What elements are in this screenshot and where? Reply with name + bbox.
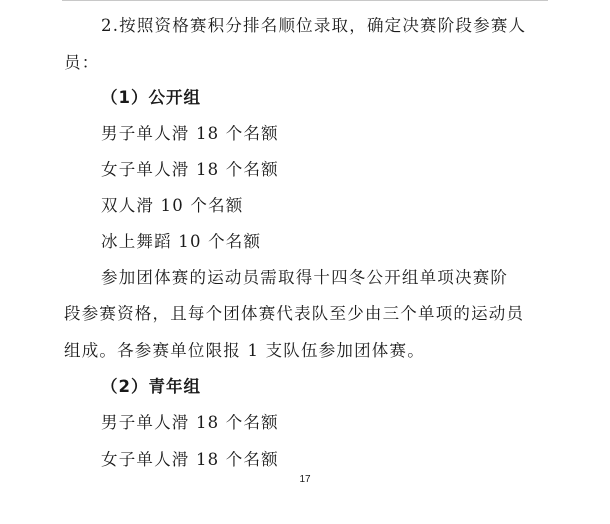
section-1-paragraph-line-2: 段参赛资格，且每个团体赛代表队至少由三个单项的运动员: [64, 304, 525, 323]
section-2-item-1: 男子单人滑 18 个名额: [101, 413, 279, 432]
section-1-item-2: 女子单人滑 18 个名额: [101, 160, 279, 179]
section-1-paragraph-line-3: 组成。各参赛单位限报 1 支队伍参加团体赛。: [64, 341, 425, 360]
section-1-item-3: 双人滑 10 个名额: [101, 196, 244, 215]
section-2-item-2: 女子单人滑 18 个名额: [101, 450, 279, 469]
section-2-heading: （2）青年组: [101, 377, 201, 396]
section-1-heading: （1）公开组: [101, 88, 201, 107]
page-number: 17: [299, 474, 311, 485]
section-1-item-4: 冰上舞蹈 10 个名额: [101, 232, 262, 251]
section-1-item-1: 男子单人滑 18 个名额: [101, 124, 279, 143]
intro-line-1: 2.按照资格赛积分排名顺位录取，确定决赛阶段参赛人: [101, 16, 527, 35]
top-divider: [62, 0, 548, 1]
intro-line-2: 员：: [64, 53, 100, 72]
section-1-paragraph-line-1: 参加团体赛的运动员需取得十四冬公开组单项决赛阶: [101, 268, 509, 287]
